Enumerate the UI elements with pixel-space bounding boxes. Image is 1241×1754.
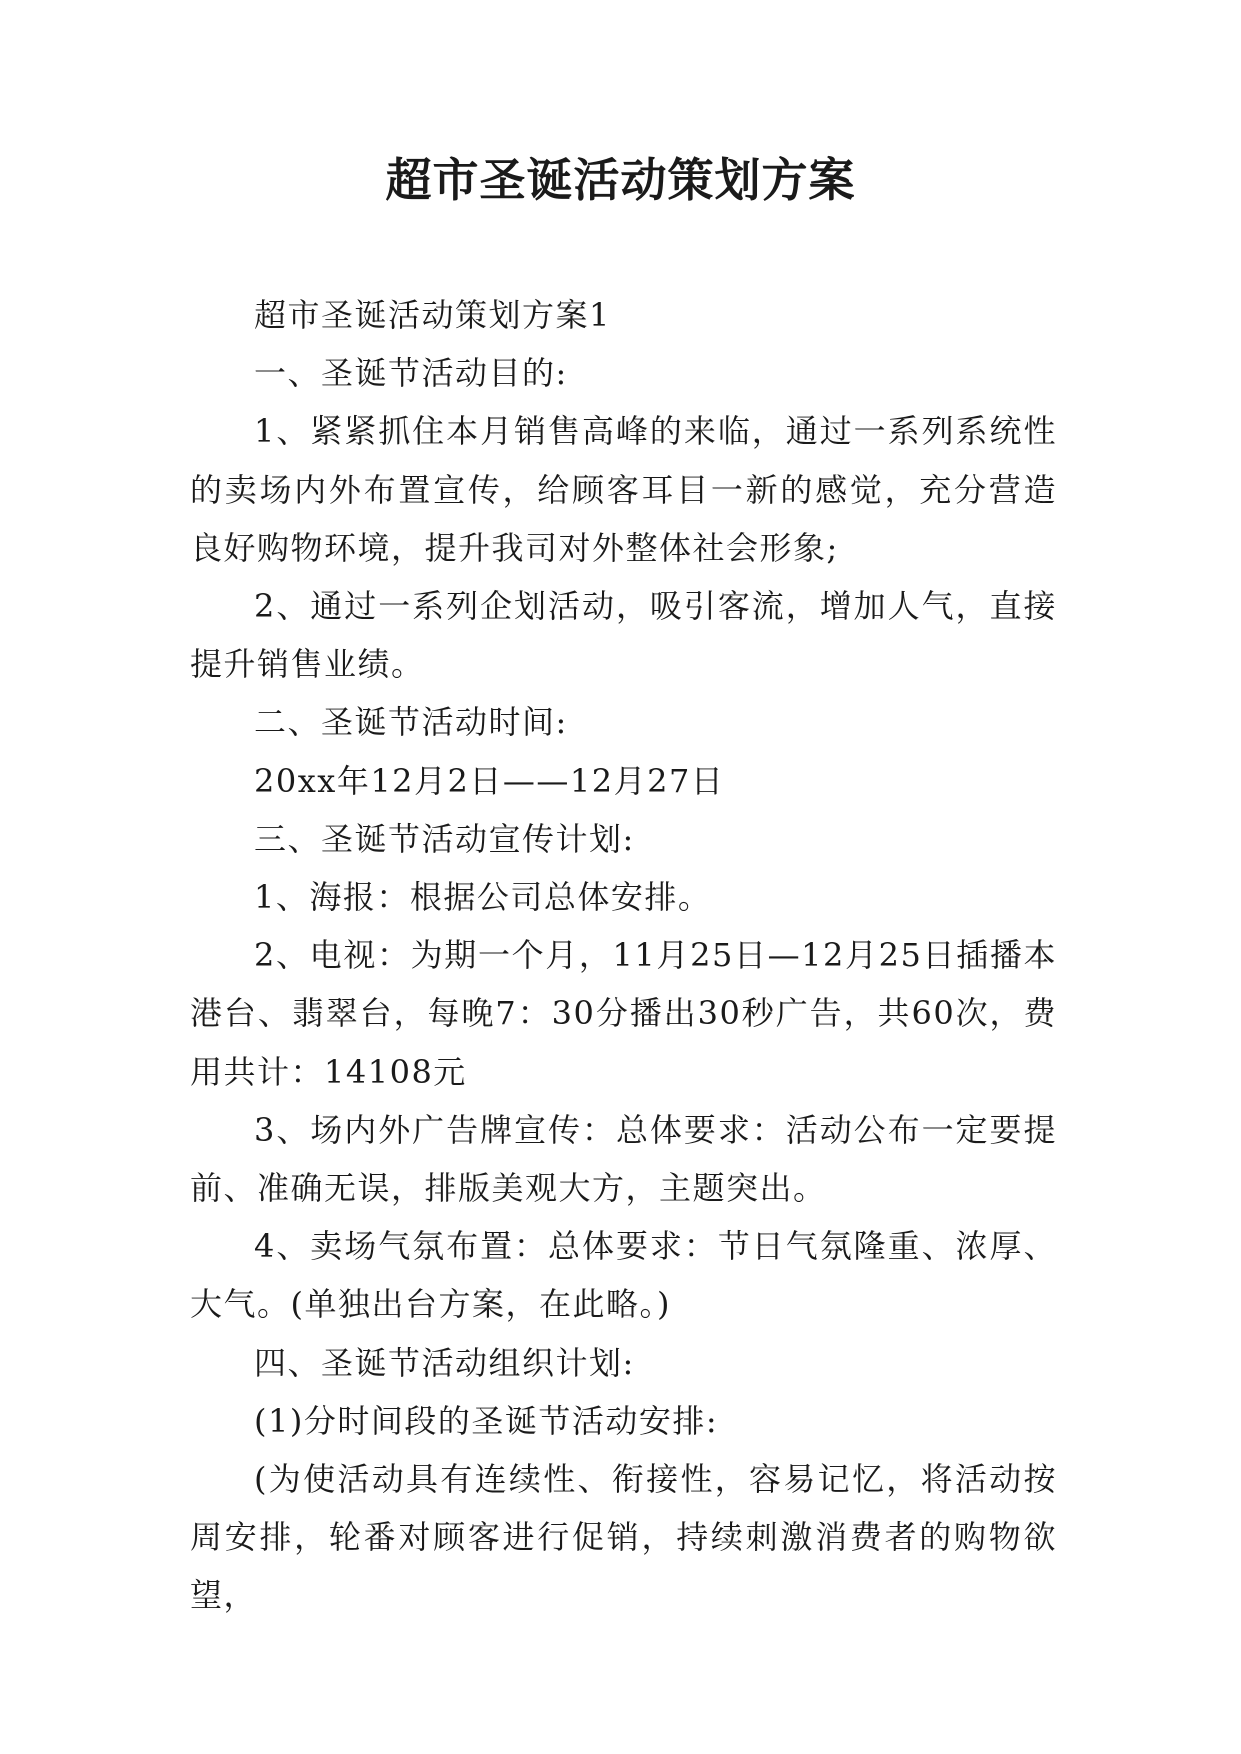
paragraph: 四、圣诞节活动组织计划: <box>254 1343 635 1382</box>
paragraph: 一、圣诞节活动目的: <box>254 354 568 393</box>
paragraph: 2、电视：为期一个月，11月25日—12月25日插播本港台、翡翠台，每晚7：30分播出30秒广告，共60次，费用共计：14108元 <box>190 936 1057 1091</box>
paragraph: 二、圣诞节活动时间: <box>254 703 568 742</box>
paragraph: (为使活动具有连续性、衔接性，容易记忆，将活动按周安排，轮番对顾客进行促销，持续刺激消费者的购物欲望， <box>190 1460 1057 1615</box>
paragraph: 4、卖场气氛布置：总体要求：节日气氛隆重、浓厚、大气。(单独出台方案，在此略。) <box>190 1227 1057 1324</box>
paragraph: 三、圣诞节活动宣传计划: <box>254 819 635 858</box>
document-body <box>190 286 1057 1625</box>
paragraph: 20xx年12月2日——12月27日 <box>254 761 725 800</box>
paragraph: 1、海报：根据公司总体安排。 <box>254 878 712 917</box>
paragraph: 1、紧紧抓住本月销售高峰的来临，通过一系列系统性的卖场内外布置宣传，给顾客耳目一新的感觉，充分营造良好购物环境，提升我司对外整体社会形象; <box>190 412 1057 567</box>
paragraph: 3、场内外广告牌宣传：总体要求：活动公布一定要提前、准确无误，排版美观大方，主题突出。 <box>190 1110 1057 1208</box>
paragraph: (1)分时间段的圣诞节活动安排: <box>254 1401 719 1440</box>
paragraph: 2、通过一系列企划活动，吸引客流，增加人气，直接提升销售业绩。 <box>190 587 1057 684</box>
document-title: 超市圣诞活动策划方案 <box>385 153 856 207</box>
paragraph: 超市圣诞活动策划方案1 <box>254 296 611 334</box>
